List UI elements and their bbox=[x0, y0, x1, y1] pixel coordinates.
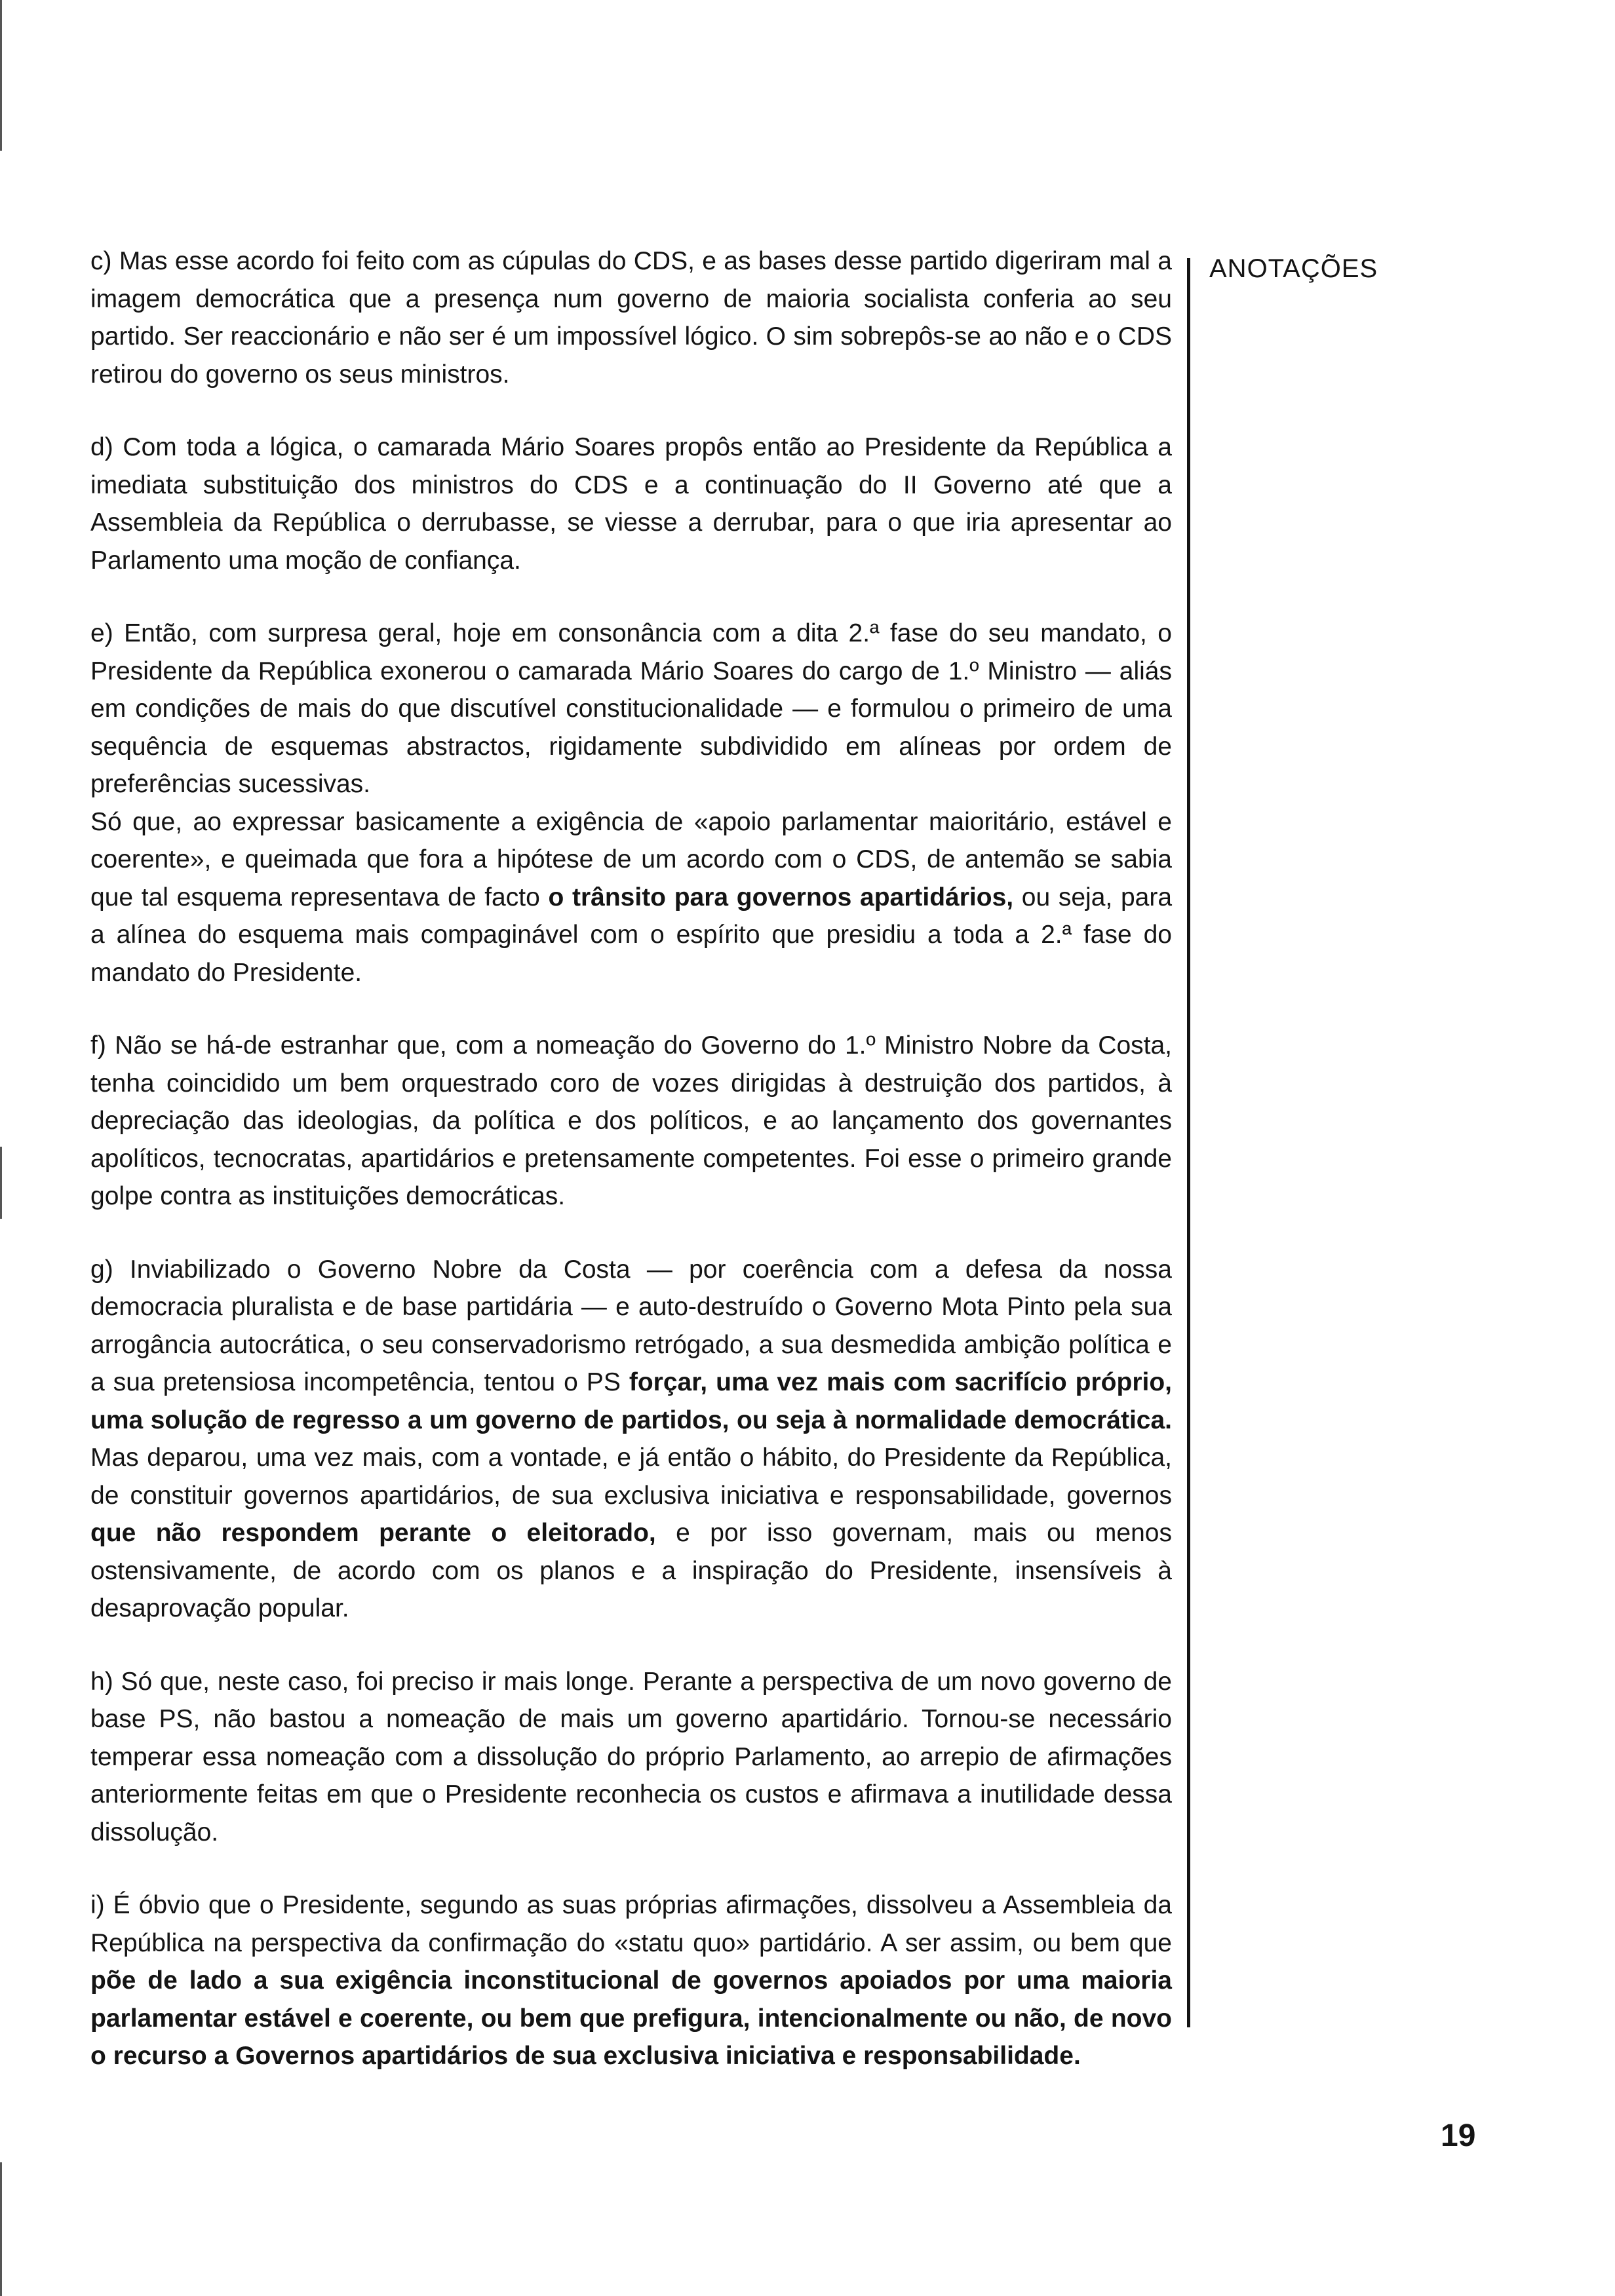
text-span: c) Mas esse acordo foi feito com as cúpulas do CDS, e as bases desse partido digeriram mal a imagem democrática que a presença num governo de maioria socialista conferia ao seu partido. Ser reaccionário e não ser é um impossível lógico. O sim sobrepôs-se ao não e o CDS retirou do governo os seus ministros. bbox=[90, 247, 1172, 389]
paragraph-e bbox=[90, 615, 1172, 803]
text-span: d) Com toda a lógica, o camarada Mário Soares propôs então ao Presidente da República a imediata substituição dos ministros do CDS e a continuação do II Governo até que a Assembleia da República o derrubasse, se viesse a derrubar, para o que iria apresentar ao Parlamento uma moção de confiança. bbox=[90, 433, 1172, 575]
text-span: f) Não se há-de estranhar que, com a nomeação do Governo do 1.º Ministro Nobre da Costa, tenha coincidido um bem orquestrado coro de vozes dirigidas à destruição dos partidos, à depreciação das ideologias, da política e dos políticos, e ao lançamento dos governantes apolíticos, tecnocratas, apartidários e pretensamente competentes. Foi esse o primeiro grande golpe contra as instituições democráticas. bbox=[90, 1031, 1172, 1210]
text-span: g) Inviabilizado o Governo Nobre da Costa — por coerência com a defesa da nossa democracia pluralista e de base partidária — e auto-destruído o Governo Mota Pinto pela sua arrogância autocrática, o seu conservadorismo retrógado, a sua desmedida ambição política e a sua pretensiosa incompetência, tentou o PS bbox=[90, 1255, 1172, 1396]
text-span: i) É óbvio que o Presidente, segundo as suas próprias afirmações, dissolveu a Assembleia da República na perspectiva da confirmação do «statu quo» partidário. A ser assim, ou bem que bbox=[90, 1891, 1172, 1957]
margin-divider bbox=[1187, 258, 1190, 2027]
scan-edge-mark bbox=[0, 1147, 2, 1219]
paragraph-f bbox=[90, 1027, 1172, 1215]
paragraph-c bbox=[90, 242, 1172, 393]
text-span: h) Só que, neste caso, foi preciso ir mais longe. Perante a perspectiva de um novo governo de base PS, não bastou a nomeação de mais um governo apartidário. Tornou-se necessário temperar essa nomeação com a dissolução do próprio Parlamento, ao arrepio de afirmações anteriormente feitas em que o Presidente reconhecia os custos e afirmava a inutilidade dessa dissolução. bbox=[90, 1667, 1172, 1846]
page-number: 19 bbox=[1441, 2118, 1476, 2153]
paragraph-d bbox=[90, 429, 1172, 579]
text-span: ou seja, para a alínea do esquema mais compaginável com o espírito que presidiu a toda a 2.ª fase do mandato do Presidente. bbox=[90, 883, 1173, 987]
scan-edge-mark bbox=[0, 0, 2, 151]
text-span: Só que, ao expressar basicamente a exigência de «apoio parlamentar maioritário, estável e coerente», e queimada que fora a hipótese de um acordo com o CDS, de antemão se sabia que tal esquema representava de facto bbox=[90, 807, 1172, 911]
bold-text: o trânsito para governos apartidários, bbox=[548, 883, 1014, 911]
bold-text: que não respondem perante o eleitorado, bbox=[90, 1519, 656, 1547]
bold-text: põe de lado a sua exigência inconstitucional de governos apoiados por uma maioria parlamentar estável e coerente, ou bem que prefigura, intencionalmente ou não, de novo o recurso a Governos apartidários de sua exclusiva iniciativa e responsabilidade. bbox=[90, 1966, 1172, 2070]
text-span: Mas deparou, uma vez mais, com a vontade, e já então o hábito, do Presidente da República, de constituir governos apartidários, de sua exclusiva iniciativa e responsabilidade, governos bbox=[90, 1444, 1172, 1510]
bold-text: forçar, uma vez mais com sacrifício próprio, uma solução de regresso a um governo de partidos, ou seja à normalidade democrática. bbox=[90, 1368, 1172, 1434]
paragraph-g bbox=[90, 1251, 1172, 1628]
paragraph-i bbox=[90, 1886, 1172, 2075]
text-span: e por isso governam, mais ou menos ostensivamente, de acordo com os planos e a inspiração do Presidente, insensíveis à desaprovação popular. bbox=[90, 1519, 1172, 1622]
annotations-heading: ANOTAÇÕES bbox=[1209, 254, 1378, 283]
paragraph-h bbox=[90, 1663, 1172, 1852]
body-text bbox=[90, 242, 1172, 2075]
paragraph-e2 bbox=[90, 803, 1172, 992]
scan-edge-mark bbox=[0, 2162, 2, 2296]
text-span: e) Então, com surpresa geral, hoje em consonância com a dita 2.ª fase do seu mandato, o Presidente da República exonerou o camarada Mário Soares do cargo de 1.º Ministro — aliás em condições de mais do que discutível constitucionalidade — e formulou o primeiro de uma sequência de esquemas abstractos, rigidamente subdividido em alíneas por ordem de preferências sucessivas. bbox=[90, 619, 1172, 798]
